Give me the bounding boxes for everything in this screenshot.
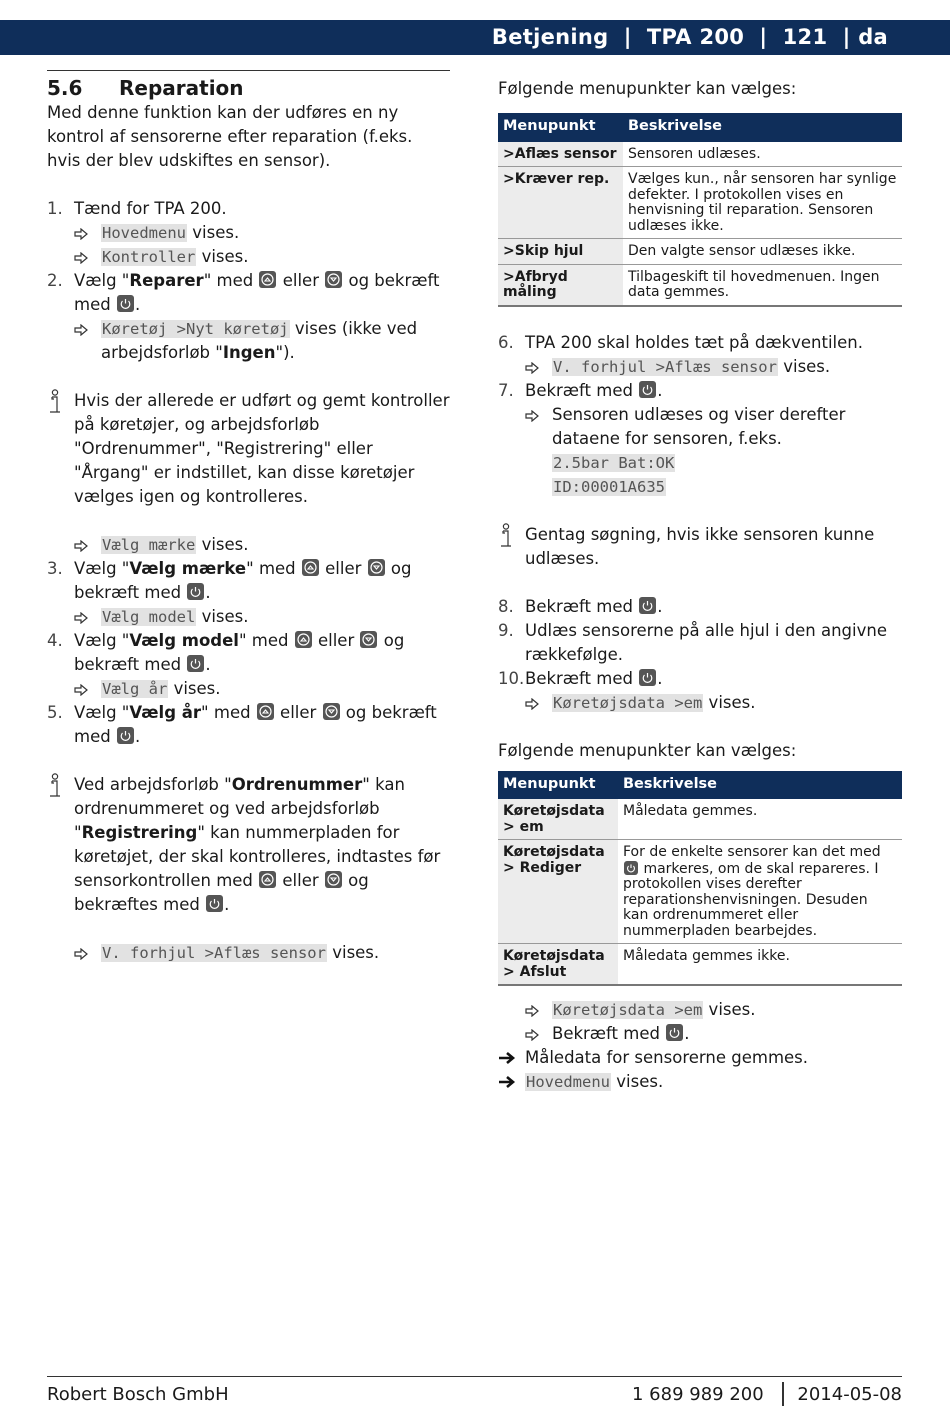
table-row [498, 944, 902, 986]
note-text: Hvis der allerede er udført og gemt kontroller på køretøjer, og arbejdsforløb "Ordrenummer", "Registrering" eller "Årgang" er indstillet, kan disse køretøjer vælges igen og kontrolleres. [74, 391, 450, 506]
result-arrow-icon [498, 1022, 552, 1046]
final-arrow-icon [498, 1046, 525, 1070]
result-row [47, 605, 450, 629]
result-arrow-icon [47, 941, 101, 965]
result-arrow-icon [47, 317, 101, 341]
up-key-icon [295, 631, 312, 648]
menu-item-desc: For de enkelte sensorer kan det med markeres, om de skal repareres. I protokollen vises derefter reparationshenvisningen. Desuden kan ordrenummeret eller nummerpladen bearbejdes. [618, 840, 902, 944]
table-row [498, 264, 902, 306]
footer-separator [782, 1382, 784, 1406]
header-page-number: 121 [782, 25, 828, 49]
result-row: Bekræft med . [498, 1022, 902, 1046]
step-6 [498, 331, 902, 355]
step-10 [498, 667, 902, 691]
step-7 [498, 379, 902, 403]
page-header [0, 20, 950, 55]
info-note [498, 523, 902, 571]
result-text: vises. [196, 247, 249, 266]
step-text: Tænd for TPA 200. [74, 199, 227, 218]
result-text: vises. [187, 223, 240, 242]
result-text: Bekræft med [552, 1024, 666, 1043]
footer-company: Robert Bosch GmbH [47, 1384, 229, 1405]
step-number: 4. [47, 631, 63, 650]
up-key-icon [302, 559, 319, 576]
info-note [47, 773, 450, 917]
header-text: Betjening | TPA 200 | 121 | da [491, 25, 888, 49]
result-row [47, 677, 450, 701]
menu-table-1 [498, 113, 902, 307]
footer-part-number: 1 689 989 200 [632, 1384, 764, 1405]
result-text: vises. [196, 535, 249, 554]
step-text: Vælg "Vælg år" med eller og bekræft med . [74, 703, 437, 746]
note-text: Ved arbejdsforløb "Ordrenummer" kan ordrenummeret og ved arbejdsforløb "Registrering" kan nummerpladen for køretøjet, der skal kontrolleres, indtastes før sensorkontrollen med eller og bekræftes med . [74, 775, 441, 914]
menu-item-desc: Måledata gemmes. [618, 799, 902, 840]
result-arrow-icon [498, 691, 552, 715]
step-number: 1. [47, 199, 63, 218]
result-row: Køretøj >Nyt køretøj vises (ikke ved arbejdsforløb "Ingen"). [47, 317, 450, 365]
result-arrow-icon [47, 221, 101, 245]
result-text: vises (ikke ved arbejdsforløb " [101, 319, 418, 362]
step-text: Vælg "Reparer" med eller og bekræft med . [74, 271, 440, 314]
table-header: Beskrivelse [618, 771, 902, 800]
result-row [47, 245, 450, 269]
result-arrow-icon [498, 355, 552, 379]
left-column [47, 70, 450, 965]
step-text: Bekræft med . [525, 380, 663, 400]
table-header: Menupunkt [498, 771, 618, 800]
section-number: 5.6 [47, 76, 83, 100]
menu-item-key: Køretøjsdata > Rediger [498, 840, 618, 944]
result-arrow-icon [47, 533, 101, 557]
power-key-icon [639, 381, 656, 398]
result-text: vises. [703, 1000, 756, 1019]
display-code: Køretøjsdata >em [553, 1001, 703, 1019]
step-1 [47, 197, 450, 221]
result-row [498, 691, 902, 715]
result-arrow-icon [47, 677, 101, 701]
step-2 [47, 269, 450, 317]
table-row [498, 167, 902, 239]
display-code: Vælg år [102, 680, 168, 698]
result-arrow-icon [498, 998, 552, 1022]
section-title: Reparation [119, 76, 244, 100]
table-intro: Følgende menupunkter kan vælges: [498, 79, 797, 98]
display-code: 2.5bar Bat:OK [553, 453, 675, 472]
step-text: Vælg "Vælg mærke" med eller og bekræft med . [74, 559, 412, 602]
power-key-icon [206, 895, 223, 912]
down-key-icon [368, 559, 385, 576]
right-column [498, 77, 902, 1094]
header-language: da [858, 25, 888, 49]
menu-item-key: >Afbryd måling [498, 264, 623, 306]
result-row [498, 403, 902, 499]
info-icon [498, 523, 525, 571]
menu-item-key: Køretøjsdata > Afslut [498, 944, 618, 986]
result-row [498, 998, 902, 1022]
info-icon [47, 389, 74, 509]
down-key-icon [325, 871, 342, 888]
menu-item-desc: Vælges kun., når sensoren har synlige defekter. I protokollen vises en henvisning til reparation. Sensoren udlæses ikke. [623, 167, 902, 239]
result-row [47, 221, 450, 245]
menu-item-key: >Skip hjul [498, 239, 623, 265]
step-text: Udlæs sensorerne på alle hjul i den angivne rækkefølge. [525, 620, 887, 664]
table-row [498, 840, 902, 944]
header-section: Betjening [491, 25, 609, 49]
power-key-icon [624, 861, 638, 875]
result-text: vises. [196, 607, 249, 626]
power-key-icon [187, 583, 204, 600]
step-8 [498, 595, 902, 619]
menu-item-desc: Måledata gemmes ikke. [618, 944, 902, 986]
step-text: Bekræft med . [525, 596, 663, 616]
step-4 [47, 629, 450, 677]
display-code: Hovedmenu [526, 1073, 610, 1091]
header-product: TPA 200 [646, 25, 745, 49]
display-code: Vælg mærke [102, 536, 196, 554]
down-key-icon [323, 703, 340, 720]
result-arrow-icon [47, 605, 101, 629]
display-code: V. forhjul >Aflæs sensor [102, 944, 326, 962]
step-number: 7. [498, 380, 514, 400]
final-result-row [498, 1046, 902, 1070]
result-row [47, 941, 450, 965]
result-text: vises. [326, 943, 380, 962]
menu-item-desc: Sensoren udlæses. [623, 142, 902, 167]
step-number: 9. [498, 620, 514, 640]
power-key-icon [639, 597, 656, 614]
table-header: Beskrivelse [623, 113, 902, 142]
final-result-row [498, 1070, 902, 1094]
display-code: Køretøjsdata >em [553, 693, 703, 712]
step-number: 10. [498, 668, 525, 688]
up-key-icon [259, 871, 276, 888]
menu-item-key: >Kræver rep. [498, 167, 623, 239]
page-footer [47, 1376, 902, 1405]
step-text: Vælg "Vælg model" med eller og bekræft med . [74, 631, 405, 674]
section-rule [47, 70, 450, 71]
step-number: 5. [47, 703, 63, 722]
section-heading [47, 76, 450, 100]
section-intro: Med denne funktion kan der udføres en ny kontrol af sensorerne efter reparation (f.eks. hvis der blev udskiftes en sensor). [47, 103, 413, 170]
step-number: 6. [498, 332, 514, 352]
menu-item-desc: Den valgte sensor udlæses ikke. [623, 239, 902, 265]
footer-date: 2014-05-08 [797, 1384, 902, 1405]
power-key-icon [639, 669, 656, 686]
step-text: Bekræft med . [525, 668, 663, 688]
step-number: 3. [47, 559, 63, 578]
display-code: V. forhjul >Aflæs sensor [553, 357, 777, 376]
up-key-icon [259, 271, 276, 288]
power-key-icon [117, 727, 134, 744]
display-code: Kontroller [102, 248, 196, 266]
menu-item-key: Køretøjsdata > em [498, 799, 618, 840]
result-text: Måledata for sensorerne gemmes. [525, 1048, 809, 1067]
table-intro: Følgende menupunkter kan vælges: [498, 740, 797, 760]
final-arrow-icon [498, 1070, 525, 1094]
step-9 [498, 619, 902, 667]
display-code: ID:00001A635 [553, 477, 665, 496]
display-code: Vælg model [102, 608, 196, 626]
power-key-icon [666, 1024, 683, 1041]
menu-item-key: >Aflæs sensor [498, 142, 623, 167]
result-text: vises. [168, 679, 221, 698]
step-number: 2. [47, 271, 63, 290]
display-code: Køretøj >Nyt køretøj [102, 320, 289, 338]
power-key-icon [187, 655, 204, 672]
result-text: vises. [611, 1072, 664, 1091]
menu-item-desc: Tilbageskift til hovedmenuen. Ingen data gemmes. [623, 264, 902, 306]
result-arrow-icon [47, 245, 101, 269]
down-key-icon [325, 271, 342, 288]
step-3 [47, 557, 450, 605]
table-row [498, 142, 902, 167]
step-text: TPA 200 skal holdes tæt på dækventilen. [525, 332, 863, 352]
step-5 [47, 701, 450, 749]
power-key-icon [117, 295, 134, 312]
result-text: vises. [703, 692, 756, 712]
result-text: vises. [777, 356, 831, 376]
result-row [498, 355, 902, 379]
result-arrow-icon [498, 403, 552, 427]
info-icon [47, 773, 74, 917]
up-key-icon [257, 703, 274, 720]
table-row [498, 799, 902, 840]
result-row [47, 533, 450, 557]
table-header: Menupunkt [498, 113, 623, 142]
result-text: Sensoren udlæses og viser derefter dataene for sensoren, f.eks. [552, 404, 846, 448]
note-text: Gentag søgning, hvis ikke sensoren kunne udlæses. [525, 524, 875, 568]
down-key-icon [360, 631, 377, 648]
info-note [47, 389, 450, 509]
step-number: 8. [498, 596, 514, 616]
menu-table-2 [498, 771, 902, 987]
table-row [498, 239, 902, 265]
display-code: Hovedmenu [102, 224, 186, 242]
